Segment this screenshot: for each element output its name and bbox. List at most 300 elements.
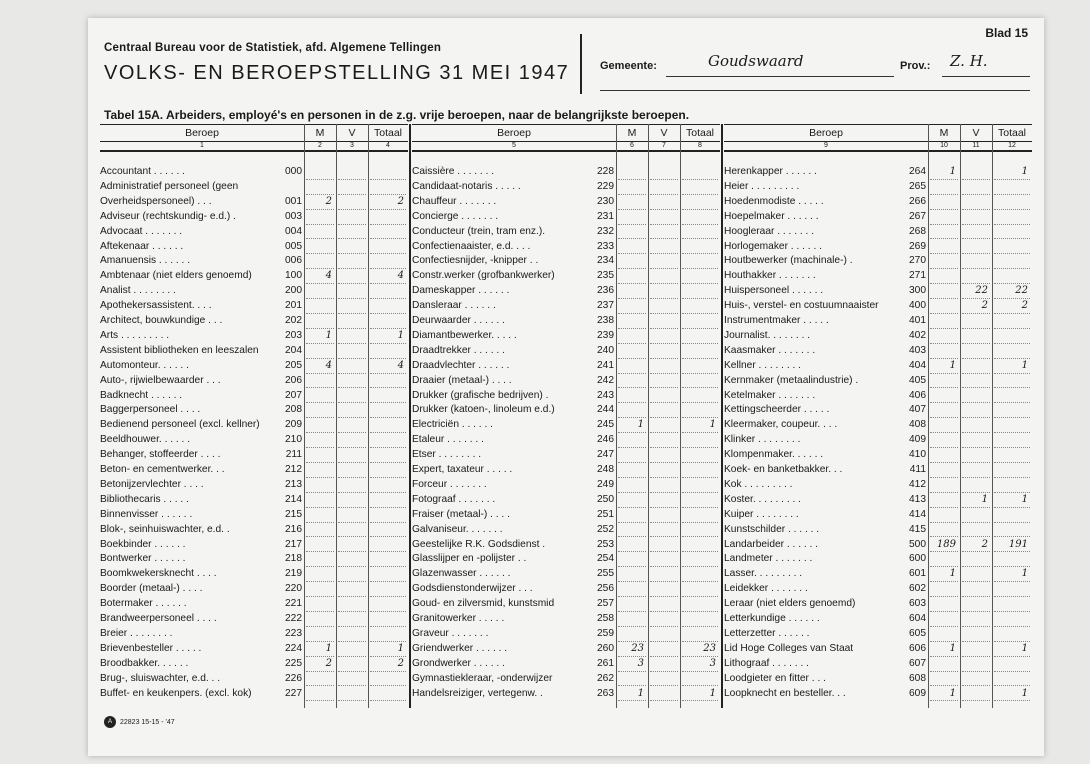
- cell-dotted-line: [338, 476, 366, 478]
- occupation-code: 605: [909, 627, 926, 639]
- cell-dotted-line: [682, 491, 718, 493]
- cell-dotted-line: [618, 580, 646, 582]
- table-row: [412, 673, 720, 688]
- table-row: [100, 479, 408, 494]
- cell-dotted-line: [930, 193, 958, 195]
- table-row: [100, 315, 408, 330]
- table-title: Tabel 15A. Arbeiders, employé's en personen in de z.g. vrije beroepen, naar de belangrijkste beroepen.: [104, 108, 690, 122]
- cell-dotted-line: [618, 506, 646, 508]
- cell-dotted-line: [370, 476, 406, 478]
- column-header-m: M: [616, 124, 648, 142]
- occupation-table: [100, 124, 1036, 708]
- column-number: 1: [100, 141, 304, 152]
- cell-dotted-line: [682, 670, 718, 672]
- table-row: [412, 583, 720, 598]
- cell-dotted-line: [650, 595, 678, 597]
- occupation-name: Expert, taxateur . . . . .: [412, 464, 513, 475]
- count-v[interactable]: 2: [981, 538, 988, 550]
- cell-dotted-line: [618, 670, 646, 672]
- cell-dotted-line: [306, 312, 334, 314]
- cell-dotted-line: [994, 252, 1030, 254]
- cell-dotted-line: [650, 699, 678, 701]
- cell-dotted-line: [650, 312, 678, 314]
- cell-dotted-line: [930, 595, 958, 597]
- cell-dotted-line: [338, 252, 366, 254]
- cell-dotted-line: [306, 386, 334, 388]
- occupation-code: 252: [597, 523, 614, 535]
- count-t[interactable]: 1: [709, 687, 716, 699]
- cell-dotted-line: [962, 267, 990, 269]
- cell-dotted-line: [338, 699, 366, 701]
- occupation-code: 003: [285, 210, 302, 222]
- cell-dotted-line: [994, 550, 1030, 552]
- occupation-code: 242: [597, 374, 614, 386]
- count-t[interactable]: 2: [397, 195, 404, 207]
- cell-dotted-line: [930, 252, 958, 254]
- occupation-code: 223: [285, 627, 302, 639]
- cell-dotted-line: [930, 416, 958, 418]
- count-m[interactable]: 1: [949, 687, 956, 699]
- count-t[interactable]: 1: [397, 642, 404, 654]
- cell-dotted-line: [994, 237, 1030, 239]
- occupation-name: Klinker . . . . . . . .: [724, 434, 801, 446]
- table-row: [100, 539, 408, 554]
- gemeente-line: [666, 76, 894, 77]
- column-header-m: M: [304, 124, 336, 142]
- cell-dotted-line: [370, 580, 406, 582]
- cell-dotted-line: [618, 416, 646, 418]
- table-row: [412, 479, 720, 494]
- count-m[interactable]: 1: [325, 642, 332, 654]
- cell-dotted-line: [306, 565, 334, 567]
- cell-dotted-line: [306, 670, 334, 672]
- count-m[interactable]: 3: [637, 657, 644, 669]
- occupation-name: Caissière . . . . . . .: [412, 166, 495, 177]
- table-row: [412, 241, 720, 256]
- occupation-name: Galvaniseur. . . . . . .: [412, 523, 503, 535]
- occupation-name: Constr.werker (grofbankwerker): [412, 270, 555, 282]
- cell-dotted-line: [994, 401, 1030, 403]
- table-row: [100, 553, 408, 568]
- occupation-name: Confectiesnijder, -knipper . .: [412, 255, 539, 267]
- table-row: [100, 464, 408, 479]
- occupation-name: Breier . . . . . . . .: [100, 627, 173, 639]
- occupation-code: 409: [909, 434, 926, 446]
- table-row: [412, 196, 720, 211]
- table-row: [412, 688, 720, 703]
- occupation-name: Deurwaarder . . . . . .: [412, 315, 505, 326]
- cell-dotted-line: [962, 252, 990, 254]
- cell-dotted-line: [930, 342, 958, 344]
- table-row: [100, 300, 408, 315]
- table-row: [724, 434, 1032, 449]
- occupation-name: Brug-, sluiswachter, e.d. . .: [100, 672, 221, 684]
- cell-dotted-line: [994, 506, 1030, 508]
- table-row: [412, 390, 720, 405]
- occupation-name: Dansleraar . . . . . .: [412, 300, 496, 312]
- table-row: [100, 449, 408, 464]
- count-v[interactable]: 2: [981, 300, 988, 312]
- cell-dotted-line: [962, 670, 990, 672]
- cell-dotted-line: [618, 476, 646, 478]
- cell-dotted-line: [682, 282, 718, 284]
- cell-dotted-line: [994, 446, 1030, 448]
- count-t[interactable]: 22: [1015, 285, 1028, 297]
- cell-dotted-line: [306, 506, 334, 508]
- count-m[interactable]: 1: [949, 359, 956, 371]
- count-t[interactable]: 1: [1021, 687, 1028, 699]
- cell-dotted-line: [306, 223, 334, 225]
- cell-dotted-line: [682, 699, 718, 701]
- cell-dotted-line: [338, 655, 366, 657]
- count-v[interactable]: 22: [975, 285, 988, 297]
- table-row: [100, 166, 408, 181]
- count-m[interactable]: 189: [936, 538, 956, 550]
- occupation-name: Drukker (grafische bedrijven) .: [412, 389, 549, 401]
- cell-dotted-line: [306, 178, 334, 180]
- table-row: [100, 360, 408, 375]
- occupation-code: 263: [597, 687, 614, 699]
- count-t[interactable]: 1: [1021, 568, 1028, 580]
- occupation-code: 601: [909, 568, 926, 580]
- cell-dotted-line: [338, 580, 366, 582]
- occupation-name: Lithograaf . . . . . . .: [724, 657, 809, 669]
- cell-dotted-line: [930, 684, 958, 686]
- cell-dotted-line: [962, 610, 990, 612]
- table-row: [724, 255, 1032, 270]
- table-row: [724, 509, 1032, 524]
- cell-dotted-line: [370, 208, 406, 210]
- cell-dotted-line: [682, 431, 718, 433]
- occupation-code: 238: [597, 315, 614, 326]
- occupation-name: Buffet- en keukenpers. (excl. kok): [100, 687, 252, 699]
- cell-dotted-line: [618, 595, 646, 597]
- cell-dotted-line: [650, 610, 678, 612]
- count-m[interactable]: 2: [325, 657, 332, 669]
- cell-dotted-line: [370, 550, 406, 552]
- cell-dotted-line: [650, 476, 678, 478]
- cell-dotted-line: [306, 684, 334, 686]
- occupation-name: Hoogleraar . . . . . . .: [724, 225, 815, 237]
- cell-dotted-line: [306, 357, 334, 359]
- cell-dotted-line: [930, 655, 958, 657]
- occupation-code: 411: [909, 464, 926, 475]
- occupation-code: 240: [597, 344, 614, 356]
- cell-dotted-line: [930, 267, 958, 269]
- table-row: [724, 211, 1032, 226]
- cell-dotted-line: [962, 565, 990, 567]
- count-m[interactable]: 4: [325, 359, 332, 371]
- column-number: 6: [616, 141, 648, 152]
- cell-dotted-line: [618, 610, 646, 612]
- count-m[interactable]: 1: [949, 642, 956, 654]
- count-v[interactable]: 1: [981, 493, 988, 505]
- occupation-code: 201: [285, 300, 302, 312]
- cell-dotted-line: [370, 267, 406, 269]
- occupation-code: 214: [285, 493, 302, 505]
- occupation-code: 207: [285, 389, 302, 401]
- occupation-code: 211: [285, 449, 302, 461]
- occupation-name: Conducteur (trein, tram enz.).: [412, 225, 546, 237]
- cell-dotted-line: [618, 401, 646, 403]
- occupation-code: 414: [909, 508, 926, 520]
- cell-dotted-line: [930, 476, 958, 478]
- cell-dotted-line: [650, 252, 678, 254]
- cell-dotted-line: [618, 431, 646, 433]
- table-row: [100, 211, 408, 226]
- cell-dotted-line: [370, 357, 406, 359]
- count-m[interactable]: 23: [631, 642, 644, 654]
- count-t[interactable]: 191: [1008, 538, 1028, 550]
- cell-dotted-line: [618, 312, 646, 314]
- cell-dotted-line: [306, 640, 334, 642]
- occupation-name: Accountant . . . . . .: [100, 166, 185, 177]
- cell-dotted-line: [682, 446, 718, 448]
- cell-dotted-line: [994, 610, 1030, 612]
- occupation-code: 246: [597, 434, 614, 446]
- cell-dotted-line: [618, 282, 646, 284]
- cell-dotted-line: [618, 461, 646, 463]
- cell-dotted-line: [306, 372, 334, 374]
- cell-dotted-line: [618, 297, 646, 299]
- cell-dotted-line: [682, 252, 718, 254]
- table-row: [724, 568, 1032, 583]
- cell-dotted-line: [370, 446, 406, 448]
- table-row: [100, 494, 408, 509]
- cell-dotted-line: [994, 521, 1030, 523]
- cell-dotted-line: [370, 193, 406, 195]
- count-m[interactable]: 1: [637, 419, 644, 431]
- cell-dotted-line: [370, 297, 406, 299]
- cell-dotted-line: [618, 386, 646, 388]
- cell-dotted-line: [930, 297, 958, 299]
- cell-dotted-line: [338, 610, 366, 612]
- occupation-name: Kok . . . . . . . . .: [724, 478, 793, 490]
- cell-dotted-line: [682, 401, 718, 403]
- cell-dotted-line: [994, 297, 1030, 299]
- cell-dotted-line: [682, 416, 718, 418]
- cell-dotted-line: [962, 431, 990, 433]
- occupation-code: 230: [597, 195, 614, 207]
- table-row: [724, 658, 1032, 673]
- cell-dotted-line: [994, 267, 1030, 269]
- cell-dotted-line: [682, 580, 718, 582]
- cell-dotted-line: [338, 446, 366, 448]
- cell-dotted-line: [370, 386, 406, 388]
- table-row: [724, 181, 1032, 196]
- occupation-code: 233: [597, 240, 614, 252]
- table-row: [100, 404, 408, 419]
- cell-dotted-line: [650, 535, 678, 537]
- occupation-name: Koster. . . . . . . . .: [724, 493, 801, 505]
- cell-dotted-line: [650, 640, 678, 642]
- cell-dotted-line: [650, 580, 678, 582]
- cell-dotted-line: [650, 372, 678, 374]
- cell-dotted-line: [338, 506, 366, 508]
- count-t[interactable]: 1: [1021, 493, 1028, 505]
- cell-dotted-line: [962, 282, 990, 284]
- occupation-code: 229: [597, 180, 614, 192]
- occupation-code: 212: [285, 464, 302, 475]
- table-row: [412, 509, 720, 524]
- occupation-code: 600: [909, 553, 926, 565]
- cell-dotted-line: [650, 237, 678, 239]
- cell-dotted-line: [962, 699, 990, 701]
- cell-dotted-line: [962, 655, 990, 657]
- occupation-name: Auto-, rijwielbewaarder . . .: [100, 374, 221, 386]
- table-row: [100, 270, 408, 285]
- column-number: 2: [304, 141, 336, 152]
- cell-dotted-line: [618, 178, 646, 180]
- cell-dotted-line: [682, 535, 718, 537]
- page-number: Blad 15: [985, 26, 1028, 40]
- cell-dotted-line: [650, 416, 678, 418]
- cell-dotted-line: [994, 327, 1030, 329]
- cell-dotted-line: [650, 550, 678, 552]
- cell-dotted-line: [618, 237, 646, 239]
- count-m[interactable]: 2: [325, 195, 332, 207]
- occupation-name: Huispersoneel . . . . . .: [724, 285, 824, 297]
- occupation-code: 413: [909, 493, 926, 505]
- cell-dotted-line: [930, 535, 958, 537]
- occupation-name: Koek- en banketbakker. . .: [724, 464, 843, 475]
- count-t[interactable]: 1: [1021, 642, 1028, 654]
- cell-dotted-line: [618, 655, 646, 657]
- table-row: [100, 643, 408, 658]
- count-t[interactable]: 1: [1021, 166, 1028, 177]
- cell-dotted-line: [994, 595, 1030, 597]
- occupation-name: Concierge . . . . . . .: [412, 210, 499, 222]
- occupation-name: Landmeter . . . . . . .: [724, 553, 813, 565]
- cell-dotted-line: [370, 506, 406, 508]
- table-row: [724, 300, 1032, 315]
- count-t[interactable]: 4: [397, 359, 404, 371]
- table-row: [100, 688, 408, 703]
- occupation-code: 268: [909, 225, 926, 237]
- count-t[interactable]: 1: [709, 419, 716, 431]
- cell-dotted-line: [338, 342, 366, 344]
- occupation-code: 500: [909, 538, 926, 550]
- cell-dotted-line: [994, 416, 1030, 418]
- occupation-name: Goud- en zilversmid, kunstsmid: [412, 598, 555, 610]
- cell-dotted-line: [650, 282, 678, 284]
- occupation-name: Loopknecht en besteller. . .: [724, 687, 846, 699]
- cell-dotted-line: [370, 312, 406, 314]
- occupation-name: Electriciën . . . . . .: [412, 419, 493, 431]
- count-t[interactable]: 1: [397, 329, 404, 341]
- table-row: [100, 598, 408, 613]
- occupation-code: 271: [909, 270, 926, 282]
- occupation-code: 232: [597, 225, 614, 237]
- cell-dotted-line: [962, 446, 990, 448]
- table-row: [412, 300, 720, 315]
- header-divider: [580, 34, 582, 94]
- column-header-totaal: Totaal: [368, 124, 408, 142]
- cell-dotted-line: [338, 208, 366, 210]
- occupation-code: 248: [597, 464, 614, 475]
- cell-dotted-line: [650, 491, 678, 493]
- occupation-name: Beton- en cementwerker. . .: [100, 464, 225, 475]
- cell-dotted-line: [650, 223, 678, 225]
- occupation-name: Kunstschilder . . . . . .: [724, 523, 820, 535]
- occupation-code: 602: [909, 583, 926, 595]
- table-row: [724, 404, 1032, 419]
- occupation-name: Fraiser (metaal-) . . . .: [412, 508, 510, 520]
- cell-dotted-line: [994, 565, 1030, 567]
- count-t[interactable]: 1: [1021, 359, 1028, 371]
- table-row: [412, 360, 720, 375]
- table-row: [724, 166, 1032, 181]
- cell-dotted-line: [930, 223, 958, 225]
- occupation-name: Draaier (metaal-) . . . .: [412, 374, 512, 386]
- cell-dotted-line: [618, 625, 646, 627]
- occupation-name: Bibliothecaris . . . . .: [100, 493, 189, 505]
- table-row: [412, 494, 720, 509]
- count-m[interactable]: 4: [325, 270, 332, 282]
- cell-dotted-line: [650, 670, 678, 672]
- cell-dotted-line: [682, 684, 718, 686]
- table-row: [100, 241, 408, 256]
- occupation-name: Apothekersassistent. . . .: [100, 300, 212, 312]
- table-row: [724, 449, 1032, 464]
- table-row: [412, 315, 720, 330]
- occupation-name: Administratief personeel (geen: [100, 180, 239, 192]
- cell-dotted-line: [682, 327, 718, 329]
- cell-dotted-line: [682, 208, 718, 210]
- cell-dotted-line: [930, 372, 958, 374]
- count-t[interactable]: 23: [703, 642, 716, 654]
- count-m[interactable]: 1: [637, 687, 644, 699]
- count-t[interactable]: 3: [709, 657, 716, 669]
- count-m[interactable]: 1: [325, 329, 332, 341]
- cell-dotted-line: [370, 670, 406, 672]
- occupation-code: 228: [597, 166, 614, 177]
- table-row: [412, 211, 720, 226]
- count-m[interactable]: 1: [949, 166, 956, 177]
- occupation-name: Candidaat-notaris . . . . .: [412, 180, 521, 192]
- occupation-name: Beeldhouwer. . . . . .: [100, 434, 191, 446]
- occupation-name: Bedienend personeel (excl. kellner): [100, 419, 260, 431]
- occupation-code: 204: [285, 344, 302, 356]
- occupation-code: 608: [909, 672, 926, 684]
- occupation-code: 255: [597, 568, 614, 580]
- table-row: [724, 553, 1032, 568]
- block-divider: [721, 124, 723, 708]
- count-t[interactable]: 2: [397, 657, 404, 669]
- count-m[interactable]: 1: [949, 568, 956, 580]
- cell-dotted-line: [994, 282, 1030, 284]
- table-row: [412, 181, 720, 196]
- cell-dotted-line: [962, 327, 990, 329]
- table-row: [724, 360, 1032, 375]
- cell-dotted-line: [962, 550, 990, 552]
- count-t[interactable]: 4: [397, 270, 404, 282]
- occupation-code: 604: [909, 613, 926, 624]
- cell-dotted-line: [338, 237, 366, 239]
- cell-dotted-line: [930, 640, 958, 642]
- cell-dotted-line: [682, 550, 718, 552]
- cell-dotted-line: [306, 416, 334, 418]
- cell-dotted-line: [650, 208, 678, 210]
- count-t[interactable]: 2: [1021, 300, 1028, 312]
- occupation-name: Glasslijper en -polijster . .: [412, 553, 527, 565]
- occupation-code: 404: [909, 359, 926, 371]
- table-row: [724, 196, 1032, 211]
- cell-dotted-line: [930, 670, 958, 672]
- cell-dotted-line: [650, 357, 678, 359]
- occupation-name: Brandweerpersoneel . . . .: [100, 613, 217, 624]
- occupation-name: Boomkwekersknecht . . . .: [100, 568, 217, 580]
